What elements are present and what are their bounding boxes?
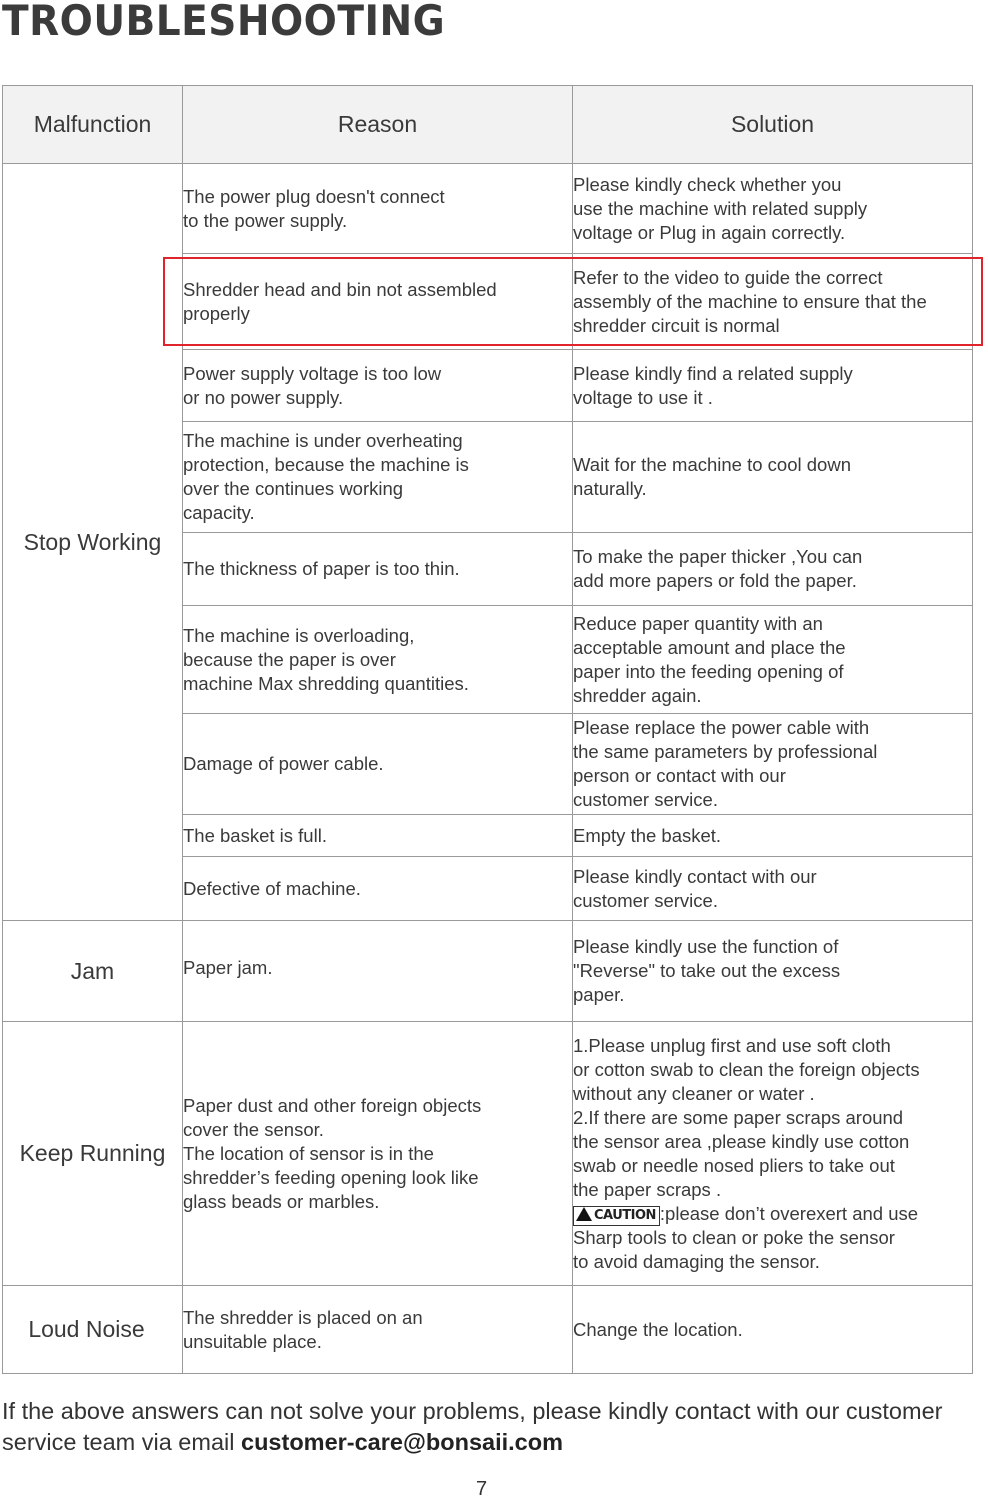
reason-cell: Damage of power cable. (183, 714, 573, 815)
solution-cell: Please replace the power cable with the same parameters by professional person or contact with our customer service. (573, 714, 973, 815)
malfunction-keep-running: Keep Running (3, 1022, 183, 1286)
solution-cell: Please kindly find a related supply voltage to use it . (573, 350, 973, 422)
solution-cell: Wait for the machine to cool down naturally. (573, 422, 973, 533)
table-row (3, 1286, 973, 1374)
reason-cell: Shredder head and bin not assembled properly (183, 254, 573, 350)
footer-note (2, 1396, 988, 1458)
reason-cell: The machine is under overheating protection, because the machine is over the continues working capacity. (183, 422, 573, 533)
reason-cell: The machine is overloading, because the paper is over machine Max shredding quantities. (183, 606, 573, 714)
malfunction-loud-noise: Loud Noise (3, 1286, 183, 1374)
solution-cell (573, 1022, 973, 1286)
troubleshooting-table (2, 85, 973, 1374)
reason-cell: Defective of machine. (183, 857, 573, 921)
reason-cell: Paper dust and other foreign objects cover the sensor. The location of sensor is in the shredder’s feeding opening look like glass beads or marbles. (183, 1022, 573, 1286)
table-row (3, 164, 973, 254)
footer-text: If the above answers can not solve your problems, please kindly contact with our customer service team via email (2, 1398, 943, 1455)
page-title: TROUBLESHOOTING (2, 0, 446, 45)
solution-cell: Please kindly use the function of "Reverse" to take out the excess paper. (573, 921, 973, 1022)
table-row (3, 1022, 973, 1286)
table-row (3, 921, 973, 1022)
reason-cell: Power supply voltage is too low or no power supply. (183, 350, 573, 422)
header-solution: Solution (573, 86, 973, 164)
header-malfunction: Malfunction (3, 86, 183, 164)
malfunction-jam: Jam (3, 921, 183, 1022)
malfunction-stop-working: Stop Working (3, 164, 183, 921)
support-email: customer-care@bonsaii.com (241, 1429, 563, 1455)
header-reason: Reason (183, 86, 573, 164)
warning-triangle-icon (576, 1207, 592, 1221)
reason-cell: The basket is full. (183, 815, 573, 857)
solution-text: 1.Please unplug first and use soft cloth or cotton swab to clean the foreign objects without any cleaner or water . 2.If there are some paper scraps around the sensor area ,please kindly use cotton swab or needle nosed pliers to take out the paper scraps . (573, 1034, 920, 1200)
solution-cell: Reduce paper quantity with an acceptable amount and place the paper into the feeding opening of shredder again. (573, 606, 973, 714)
solution-cell: Please kindly check whether you use the machine with related supply voltage or Plug in again correctly. (573, 164, 973, 254)
table-header-row (3, 86, 973, 164)
caution-label: CAUTION (594, 1207, 656, 1223)
solution-cell: Refer to the video to guide the correct assembly of the machine to ensure that the shredder circuit is normal (573, 254, 973, 350)
solution-cell: Change the location. (573, 1286, 973, 1374)
reason-cell: The thickness of paper is too thin. (183, 533, 573, 606)
reason-cell: The power plug doesn't connect to the power supply. (183, 164, 573, 254)
solution-cell: To make the paper thicker ,You can add more papers or fold the paper. (573, 533, 973, 606)
solution-cell: Please kindly contact with our customer service. (573, 857, 973, 921)
caution-text: :please don’t overexert and use Sharp tools to clean or poke the sensor to avoid damaging the sensor. (573, 1202, 919, 1272)
reason-cell: Paper jam. (183, 921, 573, 1022)
caution-badge (573, 1206, 660, 1226)
solution-cell: Empty the basket. (573, 815, 973, 857)
page-number: 7 (475, 1478, 488, 1500)
reason-cell: The shredder is placed on an unsuitable place. (183, 1286, 573, 1374)
